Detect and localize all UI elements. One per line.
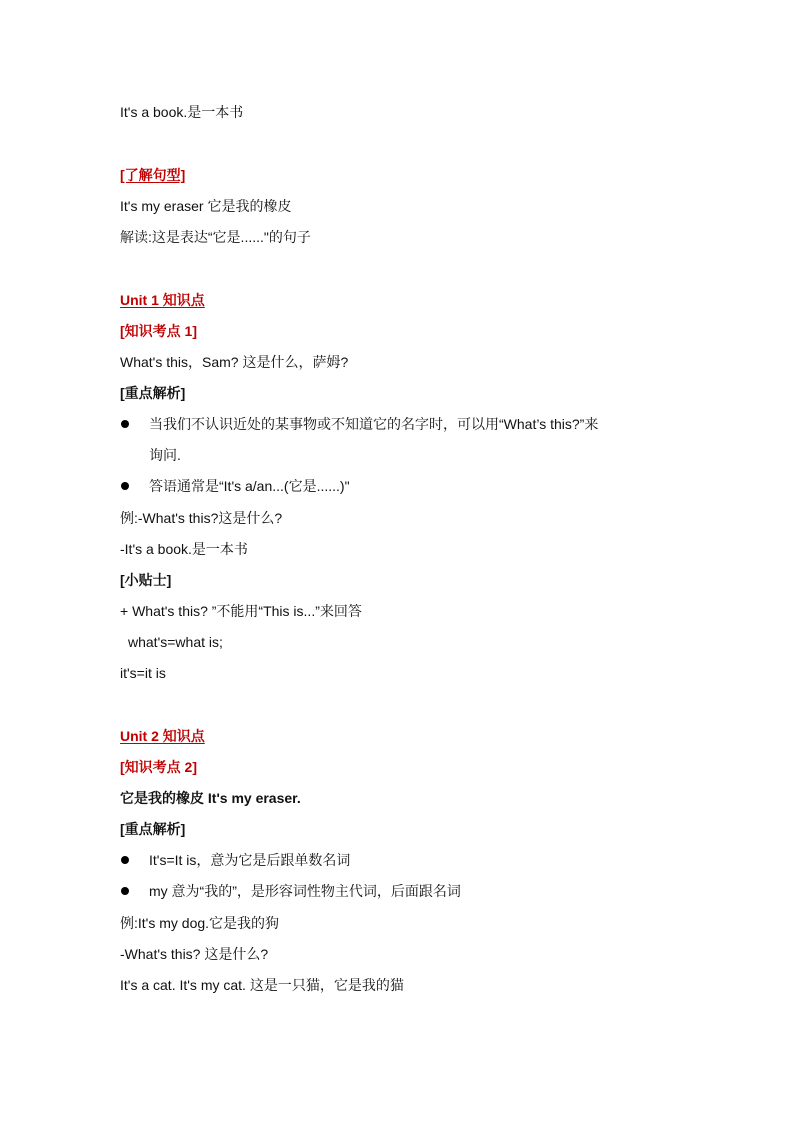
tips-heading: [小贴士] [120, 572, 172, 588]
unit-2-example-line-2: -What's this? 这是什么? [120, 946, 269, 962]
example-response-line: -It's a book.是一本书 [120, 541, 248, 557]
unit-2-key-sentence: 它是我的橡皮 It's my eraser. [120, 790, 301, 806]
example-answer-line: It's a book.是一本书 [120, 104, 244, 120]
analysis-point-2: 答语通常是“It's a/an...(它是......)" [149, 478, 350, 494]
unit-1-example-question: What's this，Sam? 这是什么，萨姆? [120, 354, 349, 370]
key-analysis-heading-1: [重点解析] [120, 385, 186, 401]
bullet-icon [121, 887, 129, 895]
unit-2-example-line-1: 例:It's my dog.它是我的狗 [120, 915, 280, 931]
unit-1-heading: Unit 1 知识点 [120, 292, 205, 308]
example-question-line: 例:-What's this?这是什么? [120, 510, 283, 526]
section-heading-sentence-pattern: [了解句型] [120, 167, 186, 183]
analysis-point-1-continuation: 询问. [149, 447, 181, 463]
knowledge-point-2-heading: [知识考点 2] [120, 759, 197, 775]
analysis-point-3: It's=It is，意为它是后跟单数名词 [149, 852, 351, 868]
tip-line-3: it's=it is [120, 665, 166, 681]
key-analysis-heading-2: [重点解析] [120, 821, 186, 837]
bullet-icon [121, 482, 129, 490]
bullet-icon [121, 856, 129, 864]
sentence-pattern-example: It's my eraser 它是我的橡皮 [120, 198, 292, 214]
analysis-point-1: 当我们不认识近处的某事物或不知道它的名字时，可以用“What’s this?”来 [149, 416, 599, 432]
unit-2-heading: Unit 2 知识点 [120, 728, 205, 744]
bullet-icon [121, 420, 129, 428]
tip-line-2: what's=what is; [128, 634, 223, 650]
unit-2-example-line-3: It's a cat. It's my cat. 这是一只猫，它是我的猫 [120, 977, 404, 993]
analysis-point-4: my 意为“我的”，是形容词性物主代词，后面跟名词 [149, 883, 461, 899]
knowledge-point-1-heading: [知识考点 1] [120, 323, 197, 339]
sentence-pattern-explanation: 解读:这是表达“它是......"的句子 [120, 229, 311, 245]
tip-line-1: + What's this? ”不能用“This is...”来回答 [120, 603, 362, 619]
